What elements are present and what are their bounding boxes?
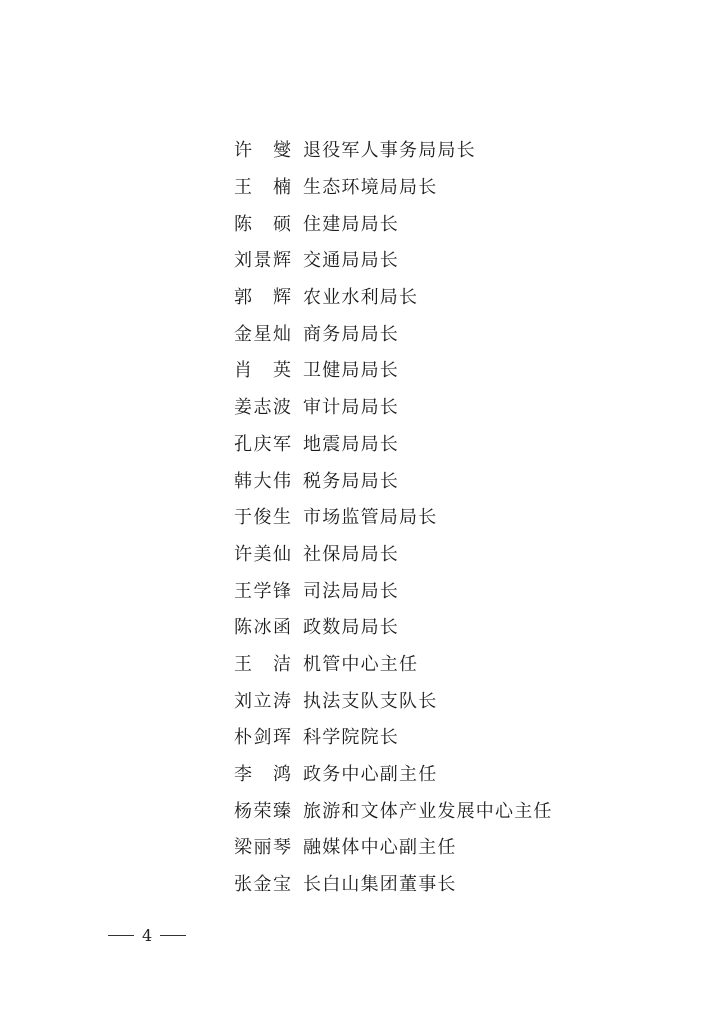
name-character: 郭 xyxy=(234,287,252,309)
name-character: 梁 xyxy=(234,837,252,859)
person-name xyxy=(234,179,291,197)
person-name xyxy=(234,729,291,747)
name-character: 李 xyxy=(234,764,252,786)
name-character: 燮 xyxy=(273,140,291,162)
name-character: 大 xyxy=(253,470,272,492)
position-title: 执法支队支队长 xyxy=(303,690,438,712)
name-character: 俊 xyxy=(253,507,272,529)
footer-dash-left xyxy=(108,935,134,936)
person-name xyxy=(234,323,291,345)
name-character: 珲 xyxy=(273,727,291,749)
roster-row xyxy=(234,427,674,464)
name-character: 杨 xyxy=(234,800,252,822)
position-title: 融媒体中心副主任 xyxy=(303,837,457,859)
name-character: 于 xyxy=(234,507,252,529)
name-character: 臻 xyxy=(273,800,291,822)
name-character: 孔 xyxy=(234,433,252,455)
roster-row xyxy=(234,353,674,390)
position-title: 卫健局局长 xyxy=(303,360,399,382)
name-character: 肖 xyxy=(234,360,252,382)
position-title: 旅游和文体产业发展中心主任 xyxy=(303,800,553,822)
name-character: 函 xyxy=(273,617,291,639)
name-character: 姜 xyxy=(234,397,252,419)
name-character: 鸿 xyxy=(273,764,291,786)
name-character: 涛 xyxy=(273,690,291,712)
position-title: 退役军人事务局局长 xyxy=(303,140,476,162)
name-character: 硕 xyxy=(273,213,291,235)
roster-row xyxy=(234,390,674,427)
name-character: 军 xyxy=(273,433,291,455)
name-character: 辉 xyxy=(273,287,291,309)
position-title: 生态环境局局长 xyxy=(303,177,438,199)
name-character: 冰 xyxy=(253,617,272,639)
name-character: 剑 xyxy=(253,727,272,749)
person-name xyxy=(234,362,291,380)
name-character: 英 xyxy=(273,360,291,382)
name-character: 星 xyxy=(253,323,272,345)
roster-row xyxy=(234,537,674,574)
person-name xyxy=(234,213,291,235)
name-character: 庆 xyxy=(253,433,272,455)
name-character: 仙 xyxy=(273,543,291,565)
roster-row xyxy=(234,133,674,170)
name-character: 金 xyxy=(253,874,272,896)
name-character: 许 xyxy=(234,140,252,162)
person-name xyxy=(234,433,291,455)
roster-row xyxy=(234,170,674,207)
person-name xyxy=(234,470,291,492)
person-name xyxy=(234,399,291,417)
personnel-list xyxy=(234,133,674,903)
name-character: 学 xyxy=(253,580,272,602)
roster-row xyxy=(234,683,674,720)
name-character: 陈 xyxy=(234,213,252,235)
name-character: 荣 xyxy=(253,800,272,822)
roster-row xyxy=(234,316,674,353)
position-title: 科学院院长 xyxy=(303,727,399,749)
roster-row xyxy=(234,500,674,537)
footer-dash-right xyxy=(160,935,186,936)
name-character: 金 xyxy=(234,323,252,345)
position-title: 司法局局长 xyxy=(303,580,399,602)
person-name xyxy=(234,800,291,822)
name-character: 立 xyxy=(253,690,272,712)
position-title: 政务中心副主任 xyxy=(303,764,438,786)
position-title: 机管中心主任 xyxy=(303,653,419,675)
name-character: 王 xyxy=(234,653,252,675)
person-name xyxy=(234,653,291,675)
roster-row xyxy=(234,463,674,500)
name-character: 辉 xyxy=(273,250,291,272)
name-character: 志 xyxy=(253,397,272,419)
name-character: 波 xyxy=(273,397,291,419)
roster-row xyxy=(234,720,674,757)
person-name xyxy=(234,876,291,894)
position-title: 审计局局长 xyxy=(303,397,399,419)
roster-row xyxy=(234,206,674,243)
name-character: 朴 xyxy=(234,727,252,749)
name-character: 张 xyxy=(234,874,252,896)
name-character: 楠 xyxy=(273,177,291,199)
position-title: 长白山集团董事长 xyxy=(303,874,457,896)
name-character: 琴 xyxy=(273,837,291,859)
name-character: 丽 xyxy=(253,837,272,859)
person-name xyxy=(234,543,291,565)
position-title: 市场监管局局长 xyxy=(303,507,438,529)
person-name xyxy=(234,690,291,712)
roster-row xyxy=(234,647,674,684)
roster-row xyxy=(234,280,674,317)
name-character: 伟 xyxy=(273,470,291,492)
name-character: 景 xyxy=(253,250,272,272)
roster-row xyxy=(234,793,674,830)
position-title: 政数局局长 xyxy=(303,617,399,639)
person-name xyxy=(234,142,291,160)
name-character: 生 xyxy=(273,507,291,529)
position-title: 交通局局长 xyxy=(303,250,399,272)
roster-row xyxy=(234,830,674,867)
roster-row xyxy=(234,243,674,280)
position-title: 住建局局长 xyxy=(303,213,399,235)
name-character: 洁 xyxy=(273,653,291,675)
person-name xyxy=(234,580,291,602)
name-character: 陈 xyxy=(234,617,252,639)
name-character: 刘 xyxy=(234,690,252,712)
name-character: 宝 xyxy=(273,874,291,896)
person-name xyxy=(234,289,291,307)
page-footer xyxy=(108,926,186,945)
person-name xyxy=(234,252,291,270)
name-character: 锋 xyxy=(273,580,291,602)
position-title: 社保局局长 xyxy=(303,543,399,565)
name-character: 王 xyxy=(234,580,252,602)
position-title: 商务局局长 xyxy=(303,323,399,345)
name-character: 韩 xyxy=(234,470,252,492)
name-character: 许 xyxy=(234,543,252,565)
position-title: 农业水利局长 xyxy=(303,287,419,309)
person-name xyxy=(234,766,291,784)
person-name xyxy=(234,839,291,857)
name-character: 美 xyxy=(253,543,272,565)
position-title: 税务局局长 xyxy=(303,470,399,492)
roster-row xyxy=(234,610,674,647)
name-character: 刘 xyxy=(234,250,252,272)
person-name xyxy=(234,619,291,637)
page-number: 4 xyxy=(142,926,153,945)
roster-row xyxy=(234,573,674,610)
name-character: 灿 xyxy=(273,323,291,345)
position-title: 地震局局长 xyxy=(303,433,399,455)
roster-row xyxy=(234,867,674,904)
name-character: 王 xyxy=(234,177,252,199)
roster-row xyxy=(234,757,674,794)
person-name xyxy=(234,509,291,527)
